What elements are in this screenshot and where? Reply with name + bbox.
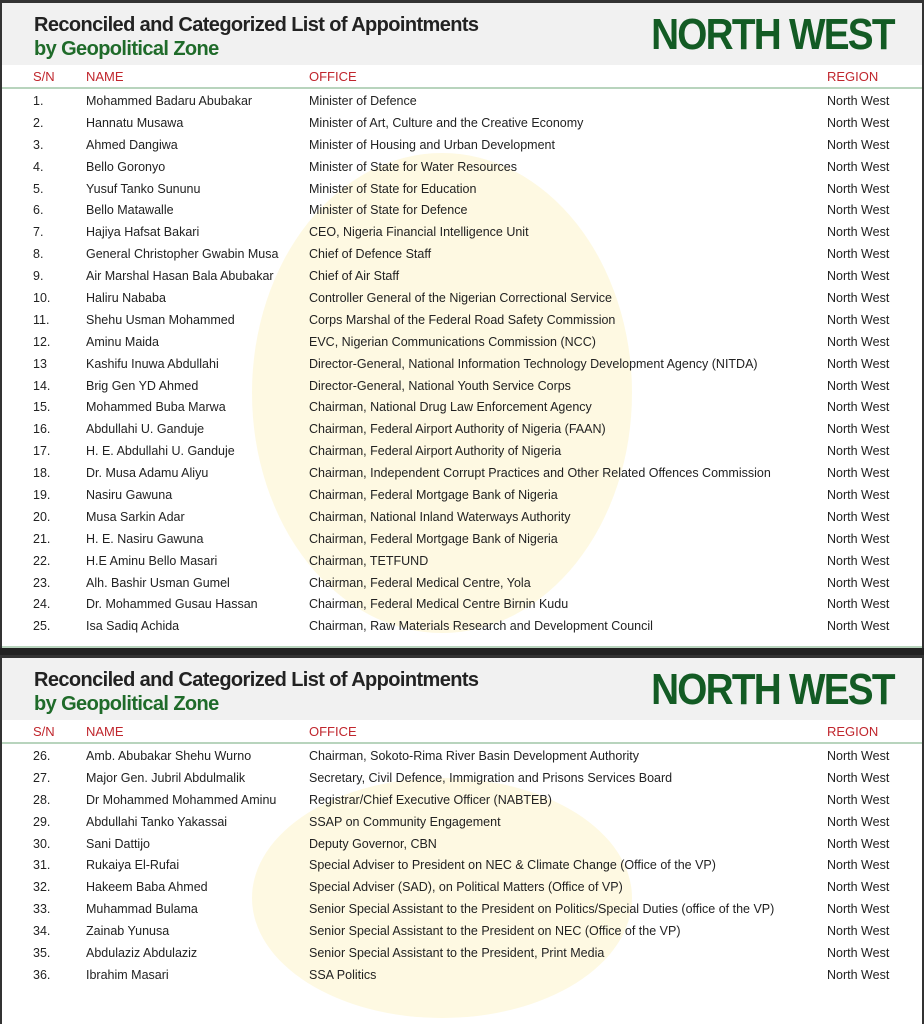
cell-name: Isa Sadiq Achida (86, 619, 180, 634)
table-row (2, 877, 922, 899)
header-band (2, 658, 922, 720)
table-row (2, 616, 922, 638)
cell-name: Hannatu Musawa (86, 115, 184, 130)
cell-name: Shehu Usman Mohammed (86, 312, 235, 327)
table-row (2, 746, 922, 768)
cell-name: Nasiru Gawuna (86, 488, 173, 503)
table-row (2, 768, 922, 790)
col-office: OFFICE (309, 724, 357, 739)
table-row (2, 397, 922, 419)
cell-office: Chairman, Federal Airport Authority of Nigeria (FAAN) (309, 422, 606, 437)
cell-office: Chairman, National Drug Law Enforcement Agency (309, 400, 592, 415)
cell-office: Chairman, Federal Medical Centre, Yola (309, 575, 531, 590)
cell-sn: 12. (33, 334, 51, 349)
cell-sn: 19. (33, 488, 51, 503)
cell-region: North West (827, 291, 890, 306)
cell-sn: 35. (33, 946, 51, 961)
col-office: OFFICE (309, 69, 357, 84)
cell-region: North West (827, 902, 890, 917)
table-row (2, 573, 922, 595)
cell-region: North West (827, 749, 890, 763)
cell-sn: 26. (33, 749, 51, 763)
document-subtitle: by Geopolitical Zone (34, 693, 219, 715)
cell-sn: 15. (33, 400, 51, 415)
cell-name: Zainab Yunusa (86, 924, 170, 939)
table-row (2, 266, 922, 288)
cell-office: Minister of Defence (309, 94, 417, 108)
cell-sn: 36. (33, 967, 51, 982)
cell-name: Hajiya Hafsat Bakari (86, 225, 200, 240)
table-row (2, 594, 922, 616)
cell-office: SSAP on Community Engagement (309, 814, 501, 829)
cell-region: North West (827, 531, 890, 546)
cell-name: Major Gen. Jubril Abdulmalik (86, 770, 246, 785)
cell-name: Dr. Mohammed Gusau Hassan (86, 597, 258, 612)
cell-office: Minister of Art, Culture and the Creative Economy (309, 115, 584, 130)
table-row (2, 376, 922, 398)
cell-office: Chairman, Federal Medical Centre Birnin Kudu (309, 597, 569, 612)
cell-office: Registrar/Chief Executive Officer (NABTEB) (309, 792, 552, 807)
col-sn: S/N (33, 69, 55, 84)
cell-name: Mohammed Badaru Abubakar (86, 94, 253, 108)
cell-sn: 2. (33, 115, 44, 130)
cell-region: North West (827, 422, 890, 437)
cell-region: North West (827, 509, 890, 524)
cell-region: North West (827, 159, 890, 174)
cell-office: Minister of State for Defence (309, 203, 468, 218)
table-row (2, 332, 922, 354)
cell-sn: 14. (33, 378, 51, 393)
cell-office: Chairman, Federal Mortgage Bank of Nigeria (309, 488, 558, 503)
cell-name: General Christopher Gwabin Musa (86, 247, 279, 262)
zone-heading: NORTH WEST (651, 665, 894, 714)
cell-name: Hakeem Baba Ahmed (86, 880, 208, 895)
cell-region: North West (827, 444, 890, 459)
cell-name: Kashifu Inuwa Abdullahi (86, 356, 219, 371)
cell-office: Controller General of the Nigerian Correctional Service (309, 291, 612, 306)
cell-office: SSA Politics (309, 967, 377, 982)
col-sn: S/N (33, 724, 55, 739)
cell-region: North West (827, 225, 890, 240)
cell-sn: 16. (33, 422, 51, 437)
cell-sn: 32. (33, 880, 51, 895)
col-region: REGION (827, 724, 879, 739)
table-body (2, 91, 922, 638)
table-row (2, 463, 922, 485)
cell-region: North West (827, 967, 890, 982)
cell-sn: 20. (33, 509, 51, 524)
cell-sn: 24. (33, 597, 51, 612)
cell-office: Director-General, National Youth Service Corps (309, 378, 571, 393)
cell-name: Abdullahi U. Ganduje (86, 422, 205, 437)
cell-name: Amb. Abubakar Shehu Wurno (86, 749, 252, 763)
cell-name: H.E Aminu Bello Masari (86, 553, 218, 568)
cell-sn: 30. (33, 836, 51, 851)
table-row (2, 135, 922, 157)
cell-name: Haliru Nababa (86, 291, 166, 306)
cell-sn: 11. (33, 312, 50, 327)
table-row (2, 288, 922, 310)
cell-name: Musa Sarkin Adar (86, 509, 185, 524)
table-row (2, 222, 922, 244)
cell-office: Secretary, Civil Defence, Immigration and Prisons Services Board (309, 770, 673, 785)
cell-name: Muhammad Bulama (86, 902, 198, 917)
cell-office: Corps Marshal of the Federal Road Safety Commission (309, 312, 616, 327)
cell-region: North West (827, 619, 890, 634)
cell-sn: 4. (33, 159, 44, 174)
cell-sn: 23. (33, 575, 51, 590)
cell-sn: 17. (33, 444, 51, 459)
cell-office: Chairman, Federal Mortgage Bank of Nigeria (309, 531, 558, 546)
cell-office: Minister of State for Education (309, 181, 477, 196)
cell-sn: 33. (33, 902, 51, 917)
cell-sn: 8. (33, 247, 44, 262)
cell-region: North West (827, 269, 890, 284)
cell-region: North West (827, 400, 890, 415)
cell-sn: 21. (33, 531, 51, 546)
cell-region: North West (827, 356, 890, 371)
table-row (2, 899, 922, 921)
cell-name: Ibrahim Masari (86, 967, 169, 982)
cell-region: North West (827, 946, 890, 961)
cell-name: Alh. Bashir Usman Gumel (86, 575, 230, 590)
cell-region: North West (827, 488, 890, 503)
table-row (2, 812, 922, 834)
table-row (2, 354, 922, 376)
header-band (2, 3, 922, 65)
col-name: NAME (86, 69, 124, 84)
column-headers (2, 724, 922, 744)
cell-sn: 25. (33, 619, 51, 634)
cell-name: H. E. Abdullahi U. Ganduje (86, 444, 235, 459)
cell-name: Abdullahi Tanko Yakassai (86, 814, 228, 829)
table-row (2, 551, 922, 573)
cell-region: North West (827, 115, 890, 130)
cell-sn: 5. (33, 181, 44, 196)
cell-sn: 13 (33, 356, 47, 371)
cell-office: Special Adviser (SAD), on Political Matters (Office of VP) (309, 880, 623, 895)
document-title: Reconciled and Categorized List of Appointments (34, 14, 479, 36)
col-region: REGION (827, 69, 879, 84)
table-row (2, 244, 922, 266)
table-row (2, 790, 922, 812)
cell-office: Deputy Governor, CBN (309, 836, 437, 851)
cell-name: H. E. Nasiru Gawuna (86, 531, 204, 546)
table-row (2, 834, 922, 856)
cell-region: North West (827, 247, 890, 262)
cell-sn: 31. (33, 858, 51, 873)
cell-office: Chief of Defence Staff (309, 247, 432, 262)
table-row (2, 157, 922, 179)
table-row (2, 200, 922, 222)
col-name: NAME (86, 724, 124, 739)
cell-office: CEO, Nigeria Financial Intelligence Unit (309, 225, 529, 240)
cell-sn: 29. (33, 814, 51, 829)
cell-sn: 9. (33, 269, 44, 284)
cell-sn: 18. (33, 466, 51, 481)
cell-region: North West (827, 858, 890, 873)
cell-region: North West (827, 94, 890, 108)
cell-office: Senior Special Assistant to the President on NEC (Office of the VP) (309, 924, 681, 939)
cell-sn: 3. (33, 137, 44, 152)
table-row (2, 113, 922, 135)
cell-office: EVC, Nigerian Communications Commission (NCC) (309, 334, 596, 349)
cell-region: North West (827, 181, 890, 196)
cell-sn: 10. (33, 291, 51, 306)
cell-office: Chairman, Sokoto-Rima River Basin Development Authority (309, 749, 639, 763)
cell-name: Yusuf Tanko Sununu (86, 181, 201, 196)
table-row (2, 921, 922, 943)
cell-office: Chief of Air Staff (309, 269, 400, 284)
cell-sn: 28. (33, 792, 51, 807)
table-row (2, 91, 922, 113)
column-headers (2, 69, 922, 89)
table-row (2, 943, 922, 965)
cell-region: North West (827, 814, 890, 829)
cell-region: North West (827, 880, 890, 895)
table-row (2, 441, 922, 463)
zone-heading: NORTH WEST (651, 10, 894, 59)
table-row (2, 419, 922, 441)
document-title: Reconciled and Categorized List of Appointments (34, 669, 479, 691)
cell-region: North West (827, 553, 890, 568)
cell-region: North West (827, 466, 890, 481)
cell-office: Chairman, TETFUND (309, 553, 429, 568)
cell-sn: 22. (33, 553, 51, 568)
cell-sn: 27. (33, 770, 51, 785)
cell-name: Ahmed Dangiwa (86, 137, 178, 152)
table-row (2, 855, 922, 877)
cell-region: North West (827, 334, 890, 349)
cell-region: North West (827, 792, 890, 807)
cell-region: North West (827, 597, 890, 612)
cell-office: Director-General, National Information Technology Development Agency (NITDA) (309, 356, 758, 371)
document-subtitle: by Geopolitical Zone (34, 38, 219, 60)
cell-office: Senior Special Assistant to the President on Politics/Special Duties (office of the VP) (309, 902, 775, 917)
table-row (2, 507, 922, 529)
cell-name: Brig Gen YD Ahmed (86, 378, 199, 393)
cell-name: Sani Dattijo (86, 836, 150, 851)
cell-office: Senior Special Assistant to the President, Print Media (309, 946, 605, 961)
cell-region: North West (827, 575, 890, 590)
cell-name: Bello Matawalle (86, 203, 174, 218)
cell-region: North West (827, 378, 890, 393)
cell-sn: 34. (33, 924, 51, 939)
cell-region: North West (827, 312, 890, 327)
cell-sn: 7. (33, 225, 44, 240)
cell-office: Minister of State for Water Resources (309, 159, 517, 174)
cell-office: Chairman, National Inland Waterways Authority (309, 509, 571, 524)
table-row (2, 529, 922, 551)
cell-name: Bello Goronyo (86, 159, 166, 174)
table-body (2, 746, 922, 987)
cell-region: North West (827, 836, 890, 851)
cell-region: North West (827, 203, 890, 218)
cell-name: Rukaiya El-Rufai (86, 858, 180, 873)
page-2 (0, 655, 924, 1024)
cell-region: North West (827, 924, 890, 939)
page-separator (0, 648, 924, 655)
cell-name: Air Marshal Hasan Bala Abubakar (86, 269, 274, 284)
cell-office: Special Adviser to President on NEC & Climate Change (Office of the VP) (309, 858, 716, 873)
cell-name: Mohammed Buba Marwa (86, 400, 226, 415)
cell-name: Aminu Maida (86, 334, 159, 349)
cell-name: Dr Mohammed Mohammed Aminu (86, 792, 277, 807)
cell-region: North West (827, 137, 890, 152)
cell-office: Minister of Housing and Urban Development (309, 137, 555, 152)
cell-office: Chairman, Independent Corrupt Practices and Other Related Offences Commission (309, 466, 771, 481)
table-row (2, 965, 922, 987)
cell-region: North West (827, 770, 890, 785)
table-row (2, 485, 922, 507)
table-row (2, 179, 922, 201)
cell-sn: 1. (33, 94, 44, 108)
table-row (2, 310, 922, 332)
cell-name: Dr. Musa Adamu Aliyu (86, 466, 209, 481)
cell-sn: 6. (33, 203, 44, 218)
cell-name: Abdulaziz Abdulaziz (86, 946, 198, 961)
cell-office: Chairman, Raw Materials Research and Development Council (309, 619, 653, 634)
cell-office: Chairman, Federal Airport Authority of Nigeria (309, 444, 562, 459)
